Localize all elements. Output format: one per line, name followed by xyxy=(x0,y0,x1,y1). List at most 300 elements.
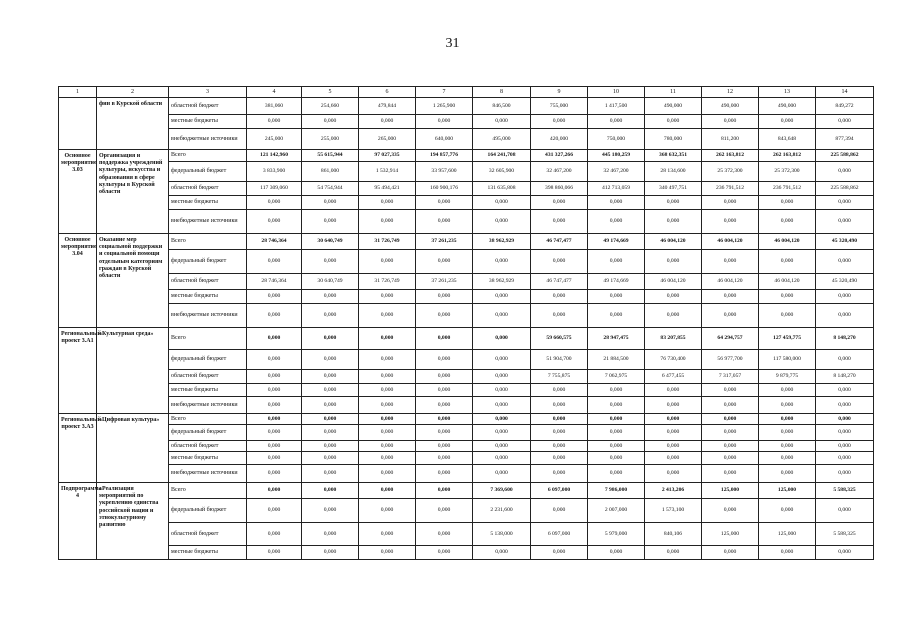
amount-cell: 0,000 xyxy=(473,328,531,350)
amount-cell: 0,000 xyxy=(816,499,874,523)
amount-cell: 5 588,325 xyxy=(816,523,874,546)
amount-cell: 0,000 xyxy=(359,328,416,350)
amount-cell: 0,000 xyxy=(702,115,759,129)
amount-cell: 0,000 xyxy=(816,196,874,210)
amount-cell: 0,000 xyxy=(702,546,759,560)
amount-cell: 0,000 xyxy=(416,290,473,304)
amount-cell: 0,000 xyxy=(645,210,702,234)
amount-cell: 0,000 xyxy=(359,465,416,483)
amount-cell: 0,000 xyxy=(302,397,359,414)
amount-cell: 31 726,749 xyxy=(359,234,416,250)
amount-cell: 0,000 xyxy=(416,304,473,328)
amount-cell: 0,000 xyxy=(416,546,473,560)
amount-cell: 0,000 xyxy=(759,384,816,397)
amount-cell: 0,000 xyxy=(247,465,302,483)
amount-cell: 8 148,270 xyxy=(816,328,874,350)
amount-cell: 49 174,669 xyxy=(588,274,645,290)
amount-cell: 5 979,000 xyxy=(588,523,645,546)
amount-cell: 0,000 xyxy=(473,452,531,465)
column-number: 12 xyxy=(702,87,759,98)
column-number: 10 xyxy=(588,87,645,98)
amount-cell: 265,000 xyxy=(359,129,416,150)
column-number: 7 xyxy=(416,87,473,98)
amount-cell: 0,000 xyxy=(588,250,645,274)
amount-cell: 0,000 xyxy=(473,397,531,414)
amount-cell: 0,000 xyxy=(759,465,816,483)
program-status-cell: Региональный проект 3.А1 xyxy=(59,328,97,414)
program-status-cell: Подпрограмма 4 xyxy=(59,483,97,560)
amount-cell: 6 097,000 xyxy=(531,523,588,546)
amount-cell: 0,000 xyxy=(588,290,645,304)
amount-cell: 0,000 xyxy=(473,441,531,452)
amount-cell: 56 977,700 xyxy=(702,350,759,370)
amount-cell: 0,000 xyxy=(816,210,874,234)
amount-cell: 495,000 xyxy=(473,129,531,150)
table-row xyxy=(59,452,874,465)
amount-cell: 780,000 xyxy=(645,129,702,150)
amount-cell: 0,000 xyxy=(359,414,416,425)
amount-cell: 46 004,120 xyxy=(702,274,759,290)
amount-cell: 0,000 xyxy=(588,384,645,397)
funding-source-cell: местные бюджеты xyxy=(169,384,247,397)
amount-cell: 0,000 xyxy=(473,465,531,483)
amount-cell: 0,000 xyxy=(588,397,645,414)
amount-cell: 59 660,575 xyxy=(531,328,588,350)
funding-source-cell: областной бюджет xyxy=(169,98,247,115)
table-row xyxy=(59,384,874,397)
amount-cell: 0,000 xyxy=(702,304,759,328)
amount-cell: 0,000 xyxy=(531,546,588,560)
amount-cell: 38 962,929 xyxy=(473,274,531,290)
amount-cell: 0,000 xyxy=(588,210,645,234)
program-name-cell: Оказание мер социальной поддержки и социальной помощи отдельным категориям граждан в Курской области xyxy=(97,234,169,328)
amount-cell: 0,000 xyxy=(359,384,416,397)
funding-source-cell: внебюджетные источники xyxy=(169,210,247,234)
amount-cell: 0,000 xyxy=(247,210,302,234)
amount-cell: 0,000 xyxy=(531,499,588,523)
amount-cell: 0,000 xyxy=(416,384,473,397)
amount-cell: 97 027,335 xyxy=(359,150,416,162)
amount-cell: 0,000 xyxy=(359,546,416,560)
amount-cell: 0,000 xyxy=(302,350,359,370)
amount-cell: 0,000 xyxy=(531,210,588,234)
amount-cell: 0,000 xyxy=(645,414,702,425)
amount-cell: 0,000 xyxy=(416,483,473,499)
amount-cell: 125,000 xyxy=(759,483,816,499)
amount-cell: 0,000 xyxy=(359,499,416,523)
amount-cell: 121 142,960 xyxy=(247,150,302,162)
amount-cell: 254,660 xyxy=(302,98,359,115)
amount-cell: 0,000 xyxy=(247,452,302,465)
table-row xyxy=(59,397,874,414)
amount-cell: 37 261,235 xyxy=(416,274,473,290)
funding-source-cell: Всего xyxy=(169,150,247,162)
amount-cell: 0,000 xyxy=(473,384,531,397)
amount-cell: 0,000 xyxy=(759,414,816,425)
amount-cell: 0,000 xyxy=(816,465,874,483)
amount-cell: 0,000 xyxy=(588,425,645,441)
amount-cell: 33 957,600 xyxy=(416,162,473,182)
amount-cell: 54 754,944 xyxy=(302,182,359,196)
amount-cell: 420,000 xyxy=(531,129,588,150)
amount-cell: 0,000 xyxy=(702,414,759,425)
amount-cell: 30 640,749 xyxy=(302,274,359,290)
amount-cell: 117 309,060 xyxy=(247,182,302,196)
amount-cell: 0,000 xyxy=(247,196,302,210)
amount-cell: 0,000 xyxy=(302,523,359,546)
page-number: 31 xyxy=(445,36,460,51)
amount-cell: 6 097,000 xyxy=(531,483,588,499)
table-row xyxy=(59,210,874,234)
amount-cell: 0,000 xyxy=(302,304,359,328)
amount-cell: 46 004,120 xyxy=(645,234,702,250)
funding-source-cell: местные бюджеты xyxy=(169,290,247,304)
amount-cell: 28 746,364 xyxy=(247,234,302,250)
amount-cell: 0,000 xyxy=(302,425,359,441)
amount-cell: 840,106 xyxy=(645,523,702,546)
amount-cell: 2 413,206 xyxy=(645,483,702,499)
amount-cell: 0,000 xyxy=(588,414,645,425)
amount-cell: 0,000 xyxy=(816,162,874,182)
funding-source-cell: внебюджетные источники xyxy=(169,397,247,414)
amount-cell: 7 062,975 xyxy=(588,370,645,384)
table-row xyxy=(59,274,874,290)
amount-cell: 490,000 xyxy=(645,98,702,115)
amount-cell: 28 746,364 xyxy=(247,274,302,290)
funding-source-cell: внебюджетные источники xyxy=(169,129,247,150)
table-row xyxy=(59,182,874,196)
table-row xyxy=(59,370,874,384)
amount-cell: 0,000 xyxy=(416,210,473,234)
amount-cell: 21 884,500 xyxy=(588,350,645,370)
amount-cell: 1 417,500 xyxy=(588,98,645,115)
amount-cell: 0,000 xyxy=(759,441,816,452)
column-number: 1 xyxy=(59,87,97,98)
amount-cell: 64 294,757 xyxy=(702,328,759,350)
amount-cell: 0,000 xyxy=(247,328,302,350)
amount-cell: 0,000 xyxy=(816,290,874,304)
amount-cell: 30 640,749 xyxy=(302,234,359,250)
amount-cell: 0,000 xyxy=(702,425,759,441)
funding-source-cell: местные бюджеты xyxy=(169,115,247,129)
amount-cell: 0,000 xyxy=(702,499,759,523)
amount-cell: 0,000 xyxy=(473,546,531,560)
amount-cell: 0,000 xyxy=(359,397,416,414)
amount-cell: 0,000 xyxy=(531,250,588,274)
amount-cell: 0,000 xyxy=(416,452,473,465)
amount-cell: 0,000 xyxy=(247,397,302,414)
table-row xyxy=(59,129,874,150)
amount-cell: 0,000 xyxy=(359,523,416,546)
amount-cell: 0,000 xyxy=(588,196,645,210)
amount-cell: 0,000 xyxy=(359,370,416,384)
amount-cell: 6 477,455 xyxy=(645,370,702,384)
amount-cell: 46 747,477 xyxy=(531,274,588,290)
amount-cell: 0,000 xyxy=(531,115,588,129)
program-status-cell: Региональный проект 3.А3 xyxy=(59,414,97,483)
amount-cell: 117 580,000 xyxy=(759,350,816,370)
amount-cell: 0,000 xyxy=(759,115,816,129)
amount-cell: 25 372,300 xyxy=(702,162,759,182)
amount-cell: 0,000 xyxy=(702,250,759,274)
amount-cell: 0,000 xyxy=(588,441,645,452)
funding-source-cell: областной бюджет xyxy=(169,370,247,384)
amount-cell: 262 163,812 xyxy=(702,150,759,162)
amount-cell: 236 791,512 xyxy=(759,182,816,196)
amount-cell: 0,000 xyxy=(531,425,588,441)
amount-cell: 0,000 xyxy=(359,452,416,465)
amount-cell: 0,000 xyxy=(416,350,473,370)
amount-cell: 0,000 xyxy=(359,290,416,304)
amount-cell: 479,844 xyxy=(359,98,416,115)
amount-cell: 0,000 xyxy=(816,441,874,452)
amount-cell: 0,000 xyxy=(302,290,359,304)
funding-source-cell: Всего xyxy=(169,483,247,499)
amount-cell: 750,000 xyxy=(588,129,645,150)
amount-cell: 0,000 xyxy=(416,465,473,483)
table-row xyxy=(59,290,874,304)
amount-cell: 0,000 xyxy=(416,523,473,546)
funding-source-cell: областной бюджет xyxy=(169,441,247,452)
amount-cell: 368 632,351 xyxy=(645,150,702,162)
amount-cell: 5 138,000 xyxy=(473,523,531,546)
amount-cell: 7 317,057 xyxy=(702,370,759,384)
amount-cell: 76 730,400 xyxy=(645,350,702,370)
amount-cell: 0,000 xyxy=(588,546,645,560)
amount-cell: 0,000 xyxy=(816,115,874,129)
amount-cell: 0,000 xyxy=(473,425,531,441)
amount-cell: 0,000 xyxy=(588,452,645,465)
amount-cell: 0,000 xyxy=(359,441,416,452)
table-row xyxy=(59,234,874,250)
column-number: 5 xyxy=(302,87,359,98)
amount-cell: 8 148,270 xyxy=(816,370,874,384)
funding-source-cell: местные бюджеты xyxy=(169,546,247,560)
amount-cell: 1 532,914 xyxy=(359,162,416,182)
amount-cell: 0,000 xyxy=(359,115,416,129)
amount-cell: 0,000 xyxy=(247,250,302,274)
table-row xyxy=(59,499,874,523)
funding-source-cell: федеральный бюджет xyxy=(169,499,247,523)
program-name-cell: Организация и поддержка учреждений культуры, искусства и образования в сфере культуры в Курской области xyxy=(97,150,169,234)
amount-cell: 0,000 xyxy=(816,414,874,425)
amount-cell: 0,000 xyxy=(645,425,702,441)
amount-cell: 0,000 xyxy=(359,350,416,370)
funding-source-cell: Всего xyxy=(169,414,247,425)
table-row xyxy=(59,414,874,425)
amount-cell: 2 231,600 xyxy=(473,499,531,523)
amount-cell: 0,000 xyxy=(416,425,473,441)
amount-cell: 0,000 xyxy=(759,290,816,304)
amount-cell: 445 180,259 xyxy=(588,150,645,162)
amount-cell: 3 833,900 xyxy=(247,162,302,182)
amount-cell: 49 174,669 xyxy=(588,234,645,250)
amount-cell: 0,000 xyxy=(759,397,816,414)
amount-cell: 225 588,862 xyxy=(816,182,874,196)
amount-cell: 0,000 xyxy=(645,304,702,328)
amount-cell: 640,000 xyxy=(416,129,473,150)
column-number: 2 xyxy=(97,87,169,98)
table-row xyxy=(59,546,874,560)
table-row xyxy=(59,162,874,182)
amount-cell: 83 207,855 xyxy=(645,328,702,350)
funding-source-cell: областной бюджет xyxy=(169,274,247,290)
amount-cell: 0,000 xyxy=(759,250,816,274)
amount-cell: 0,000 xyxy=(302,441,359,452)
amount-cell: 0,000 xyxy=(247,523,302,546)
amount-cell: 877,394 xyxy=(816,129,874,150)
amount-cell: 262 163,812 xyxy=(759,150,816,162)
funding-source-cell: федеральный бюджет xyxy=(169,425,247,441)
amount-cell: 0,000 xyxy=(302,452,359,465)
amount-cell: 0,000 xyxy=(247,290,302,304)
amount-cell: 0,000 xyxy=(247,425,302,441)
funding-source-cell: федеральный бюджет xyxy=(169,250,247,274)
amount-cell: 0,000 xyxy=(816,350,874,370)
amount-cell: 0,000 xyxy=(359,304,416,328)
amount-cell: 7 369,600 xyxy=(473,483,531,499)
amount-cell: 0,000 xyxy=(759,304,816,328)
amount-cell: 0,000 xyxy=(247,304,302,328)
program-status-cell xyxy=(59,98,97,150)
amount-cell: 0,000 xyxy=(416,414,473,425)
amount-cell: 160 900,176 xyxy=(416,182,473,196)
amount-cell: 125,000 xyxy=(759,523,816,546)
amount-cell: 0,000 xyxy=(416,499,473,523)
amount-cell: 0,000 xyxy=(588,115,645,129)
amount-cell: 0,000 xyxy=(247,414,302,425)
amount-cell: 95 494,421 xyxy=(359,182,416,196)
amount-cell: 0,000 xyxy=(702,290,759,304)
funding-source-cell: местные бюджеты xyxy=(169,196,247,210)
amount-cell: 0,000 xyxy=(416,397,473,414)
amount-cell: 0,000 xyxy=(247,384,302,397)
amount-cell: 0,000 xyxy=(302,210,359,234)
amount-cell: 0,000 xyxy=(416,250,473,274)
table-row xyxy=(59,441,874,452)
amount-cell: 245,000 xyxy=(247,129,302,150)
amount-cell: 0,000 xyxy=(816,425,874,441)
amount-cell: 46 004,120 xyxy=(702,234,759,250)
amount-cell: 32 467,200 xyxy=(531,162,588,182)
amount-cell: 46 004,120 xyxy=(759,234,816,250)
amount-cell: 0,000 xyxy=(473,350,531,370)
budget-table xyxy=(58,86,874,560)
amount-cell: 0,000 xyxy=(247,350,302,370)
amount-cell: 0,000 xyxy=(531,465,588,483)
amount-cell: 0,000 xyxy=(416,196,473,210)
funding-source-cell: местные бюджеты xyxy=(169,452,247,465)
amount-cell: 125,000 xyxy=(702,483,759,499)
program-name-cell: «Реализация мероприятий по укреплению единства российской нации и этнокультурному развитию xyxy=(97,483,169,560)
amount-cell: 1 265,900 xyxy=(416,98,473,115)
amount-cell: 0,000 xyxy=(702,441,759,452)
amount-cell: 194 857,776 xyxy=(416,150,473,162)
amount-cell: 255,000 xyxy=(302,129,359,150)
amount-cell: 0,000 xyxy=(302,465,359,483)
column-number: 6 xyxy=(359,87,416,98)
amount-cell: 0,000 xyxy=(302,546,359,560)
amount-cell: 0,000 xyxy=(531,384,588,397)
amount-cell: 55 615,944 xyxy=(302,150,359,162)
table-row xyxy=(59,523,874,546)
amount-cell: 0,000 xyxy=(302,196,359,210)
amount-cell: 0,000 xyxy=(531,452,588,465)
amount-cell: 0,000 xyxy=(702,465,759,483)
amount-cell: 0,000 xyxy=(473,250,531,274)
amount-cell: 0,000 xyxy=(759,210,816,234)
amount-cell: 0,000 xyxy=(702,196,759,210)
amount-cell: 1 573,100 xyxy=(645,499,702,523)
amount-cell: 0,000 xyxy=(473,370,531,384)
amount-cell: 0,000 xyxy=(359,196,416,210)
amount-cell: 431 327,266 xyxy=(531,150,588,162)
amount-cell: 412 713,059 xyxy=(588,182,645,196)
column-number: 4 xyxy=(247,87,302,98)
amount-cell: 846,500 xyxy=(473,98,531,115)
amount-cell: 0,000 xyxy=(645,384,702,397)
amount-cell: 861,000 xyxy=(302,162,359,182)
amount-cell: 236 791,512 xyxy=(702,182,759,196)
amount-cell: 0,000 xyxy=(645,452,702,465)
column-number: 11 xyxy=(645,87,702,98)
amount-cell: 0,000 xyxy=(759,196,816,210)
amount-cell: 0,000 xyxy=(302,115,359,129)
table-row xyxy=(59,328,874,350)
amount-cell: 31 726,749 xyxy=(359,274,416,290)
amount-cell: 0,000 xyxy=(645,250,702,274)
amount-cell: 0,000 xyxy=(473,414,531,425)
amount-cell: 0,000 xyxy=(531,397,588,414)
amount-cell: 0,000 xyxy=(302,499,359,523)
amount-cell: 0,000 xyxy=(702,384,759,397)
column-number: 3 xyxy=(169,87,247,98)
amount-cell: 0,000 xyxy=(302,250,359,274)
amount-cell: 0,000 xyxy=(302,384,359,397)
amount-cell: 0,000 xyxy=(473,290,531,304)
amount-cell: 849,272 xyxy=(816,98,874,115)
amount-cell: 0,000 xyxy=(416,370,473,384)
amount-cell: 0,000 xyxy=(473,304,531,328)
amount-cell: 0,000 xyxy=(247,441,302,452)
amount-cell: 37 261,235 xyxy=(416,234,473,250)
table-row xyxy=(59,98,874,115)
amount-cell: 0,000 xyxy=(531,290,588,304)
amount-cell: 0,000 xyxy=(645,196,702,210)
amount-cell: 0,000 xyxy=(473,196,531,210)
amount-cell: 0,000 xyxy=(359,425,416,441)
amount-cell: 46 747,477 xyxy=(531,234,588,250)
amount-cell: 0,000 xyxy=(816,397,874,414)
table-row xyxy=(59,350,874,370)
amount-cell: 0,000 xyxy=(645,441,702,452)
amount-cell: 0,000 xyxy=(816,250,874,274)
funding-source-cell: Всего xyxy=(169,234,247,250)
funding-source-cell: федеральный бюджет xyxy=(169,162,247,182)
amount-cell: 5 588,325 xyxy=(816,483,874,499)
funding-source-cell: внебюджетные источники xyxy=(169,465,247,483)
amount-cell: 0,000 xyxy=(645,397,702,414)
program-name-cell: «Цифровая культура» xyxy=(97,414,169,483)
amount-cell: 0,000 xyxy=(247,115,302,129)
column-number: 14 xyxy=(816,87,874,98)
amount-cell: 0,000 xyxy=(759,452,816,465)
amount-cell: 0,000 xyxy=(588,304,645,328)
amount-cell: 9 879,775 xyxy=(759,370,816,384)
amount-cell: 811,200 xyxy=(702,129,759,150)
table-row xyxy=(59,115,874,129)
amount-cell: 0,000 xyxy=(359,483,416,499)
